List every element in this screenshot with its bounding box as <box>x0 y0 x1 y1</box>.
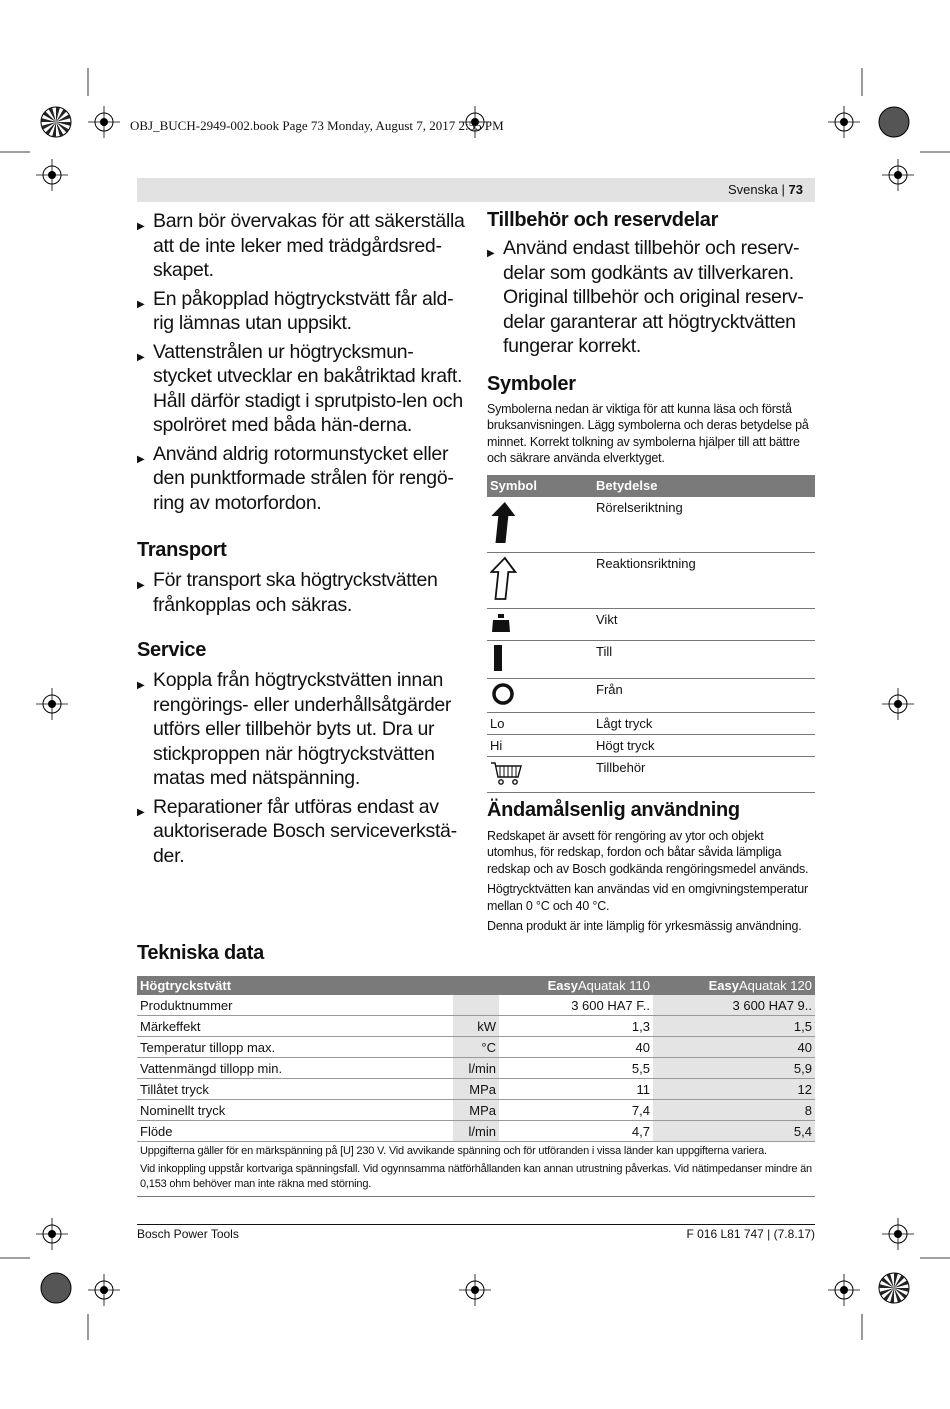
table-row: Vattenmängd tillopp min. l/min 5,5 5,9 <box>137 1058 815 1079</box>
table-row <box>487 640 815 678</box>
weight-icon <box>490 612 512 634</box>
bullet-item: ▶ Använd aldrig rotormunstycket eller den punktformade strålen för rengö-ring av motorfordon. <box>137 442 467 516</box>
symbol-meaning: Högt tryck <box>593 734 815 756</box>
footer-left: Bosch Power Tools <box>137 1227 239 1241</box>
symbols-heading: Symboler <box>487 372 576 395</box>
cart-icon <box>490 760 524 786</box>
bullet-item: ▶ En påkopplad högtryckstvätt får ald-rig lämnas utan uppsikt. <box>137 287 467 336</box>
col-header-symbol: Symbol <box>487 475 593 497</box>
paragraph: Högtrycktvätten kan användas vid en omgivningstemperatur mellan 0 °C och 40 °C. <box>487 882 808 913</box>
bullet-item: ▶ Barn bör övervakas för att säkerställa att de inte leker med trädgårdsred-skapet. <box>137 209 467 283</box>
symbols-table <box>487 475 815 793</box>
tech-note: Vid inkoppling uppstår kortvariga spänningsfall. Vid ogynnsamma nätförhållanden kan annan utrustning påverkas. Vid nätimpedanser mindre än 0,153 ohm behöver man inte räkna med störning. <box>140 1163 812 1190</box>
symbol-meaning: Lågt tryck <box>593 712 815 734</box>
table-row: Temperatur tillopp max. °C 40 40 <box>137 1037 815 1058</box>
bullet-item: ▶ Använd endast tillbehör och reserv-delar som godkänts av tillverkaren. Original tillbehör och original reserv-delar garanterar att högtrycktvätten fungerar korrekt. <box>487 236 815 359</box>
symbol-text: Lo <box>487 712 593 734</box>
table-row: Flöde l/min 4,7 5,4 <box>137 1121 815 1142</box>
symbol-meaning: Till <box>593 640 815 678</box>
symbol-meaning: Reaktionsriktning <box>593 552 815 608</box>
divider <box>137 1196 815 1197</box>
safety-bullets <box>137 209 467 515</box>
paragraph: Denna produkt är inte lämplig för yrkesmässig användning. <box>487 919 802 933</box>
table-row: Märkeffekt kW 1,3 1,5 <box>137 1016 815 1037</box>
tech-data-heading: Tekniska data <box>137 942 264 964</box>
table-row <box>487 734 815 756</box>
table-row: Nominellt tryck MPa 7,4 8 <box>137 1100 815 1121</box>
col-header-meaning: Betydelse <box>593 475 815 497</box>
bullet-item: ▶ Reparationer får utföras endast av auktoriserade Bosch serviceverkstä-der. <box>137 795 467 869</box>
symbol-meaning: Tillbehör <box>593 756 815 792</box>
bullet-item: ▶ För transport ska högtryckstvätten frånkopplas och säkras. <box>137 568 467 617</box>
symbol-meaning: Från <box>593 678 815 712</box>
symbol-meaning: Rörelseriktning <box>593 497 815 553</box>
book-header: OBJ_BUCH-2949-002.book Page 73 Monday, August 7, 2017 2:55 PM <box>130 118 504 133</box>
tech-note: Uppgifterna gäller för en märkspänning på [U] 230 V. Vid avvikande spänning och för utföranden i vissa länder kan uppgifterna variera. <box>140 1145 767 1157</box>
on-bar-icon <box>490 644 506 672</box>
tech-data-table <box>137 976 815 1142</box>
intended-use-heading: Ändamålsenlig användning <box>487 798 740 821</box>
bullet-item: ▶ Koppla från högtryckstvätten innan rengörings- eller underhållsåtgärder utförs eller tillbehör byts ut. Dra ur stickproppen när högtryckstvätten matas med nätspänning. <box>137 668 467 791</box>
table-row: Tillåtet tryck MPa 11 12 <box>137 1079 815 1100</box>
symbol-meaning: Vikt <box>593 608 815 640</box>
left-column <box>137 209 467 872</box>
table-row: Produktnummer 3 600 HA7 F.. 3 600 HA7 9.. <box>137 995 815 1016</box>
paragraph: Redskapet är avsett för rengöring av ytor och objekt utomhus, för redskap, fordon och båtar såvida lämpliga redskap och av Bosch godkända rengöringsmedel används. <box>487 828 809 876</box>
off-circle-icon <box>490 682 516 706</box>
filled-arrow-icon <box>490 500 520 546</box>
tech-header-model-110: EasyAquatak 110 <box>499 976 653 995</box>
symbol-text: Hi <box>487 734 593 756</box>
table-row <box>487 608 815 640</box>
page-number-label: Svenska | 73 <box>728 182 803 197</box>
footer-rule <box>137 1224 815 1225</box>
right-column <box>487 209 815 935</box>
table-row <box>487 756 815 792</box>
tech-header-model-120: EasyAquatak 120 <box>653 976 815 995</box>
table-row <box>487 552 815 608</box>
tech-notes <box>140 1144 812 1192</box>
table-row <box>487 497 815 553</box>
running-header <box>137 178 815 202</box>
transport-heading: Transport <box>137 539 227 561</box>
accessories-heading: Tillbehör och reservdelar <box>487 209 719 231</box>
footer-right: F 016 L81 747 | (7.8.17) <box>686 1227 815 1241</box>
tech-header-label: Högtryckstvätt <box>137 976 453 995</box>
symbols-intro: Symbolerna nedan är viktiga för att kunna läsa och förstå bruksanvisningen. Lägg symbolerna och deras betydelse på minnet. Korrekt tolkning av symbolerna hjälper till att bättre och säkrare använda elverktyget. <box>487 401 809 465</box>
table-row <box>487 712 815 734</box>
bullet-item: ▶ Vattenstrålen ur högtrycksmun-stycket utvecklar en bakåtriktad kraft. Håll därför stadigt i sprutpisto-len och spolröret med båda hän-derna. <box>137 340 467 438</box>
outline-arrow-icon <box>490 556 520 602</box>
table-row <box>487 678 815 712</box>
service-heading: Service <box>137 639 207 661</box>
